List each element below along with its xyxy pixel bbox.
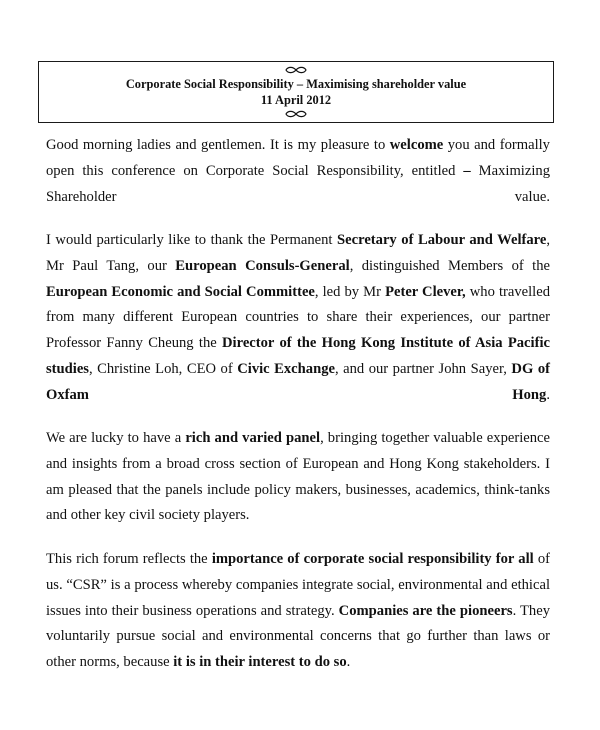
text-run: . They voluntarily pursue social and environmental concerns that go further than laws or other norms, because [46,602,550,671]
text-run: , distinguished Members of the [349,257,550,274]
text-run: , Christine Loh, CEO of [88,360,238,377]
text-run: . [346,654,351,671]
bottom-ornament-icon [285,110,307,118]
bold-text-run: Secretary of Labour and Welfare [337,232,547,248]
text-run: who travelled from many different European countries to share their experiences, our partner Professor Fanny Cheung the [46,283,550,352]
bold-text-run: rich and varied panel [185,430,321,446]
bold-text-run: European Economic and Social Committee [46,283,315,300]
document-title: Corporate Social Responsibility – Maximising shareholder value [125,77,467,91]
text-run: . [546,386,550,403]
header-box [38,61,554,123]
bold-text-run: it is in their interest to do so [173,654,347,671]
paragraph-thanks [46,228,550,409]
bold-text-run: Peter Clever, [385,283,466,300]
bold-text-run: European Consuls-General [175,257,350,274]
bold-text-run: Civic Exchange [237,360,335,377]
text-run: of us. “CSR” is a process whereby companies integrate social, environmental and ethical issues into their business operations and strategy. [46,551,550,619]
paragraph-forum [46,547,550,676]
text-run: Maximizing Shareholder value. [46,162,550,205]
text-run: We are lucky to have a [46,430,186,446]
bold-text-run: importance of corporate social responsibility for all [211,551,534,567]
text-run: I would particularly like to thank the Permanent [46,232,338,248]
document-date: 11 April 2012 [260,93,332,107]
text-run: This rich forum reflects the [46,551,212,567]
text-run: you and formally open this conference on Corporate Social Responsibility, entitled [46,137,550,179]
text-run: Good morning ladies and gentlemen. It is my pleasure to [46,137,390,153]
text-run: , led by Mr [314,283,386,300]
bold-text-run: – [463,162,471,179]
paragraph-panel [46,426,550,529]
bold-text-run: Director of the Hong Kong Institute of Asia Pacific studies [46,335,550,377]
paragraph-welcome [46,133,550,210]
bold-text-run: DG of Oxfam Hong [46,360,550,403]
text-run: , bringing together valuable experience and insights from a broad cross section of European and Hong Kong stakeholders. I am pleased that the panels include policy makers, businesses, academics, think-tanks and other key civil society players. [46,430,551,524]
bold-text-run: Companies are the pioneers [338,602,513,619]
bold-text-run: welcome [389,137,444,153]
text-run: , Mr Paul Tang, our [46,232,551,274]
top-ornament-icon [285,66,307,74]
text-run: , and our partner John Sayer, [334,360,512,377]
